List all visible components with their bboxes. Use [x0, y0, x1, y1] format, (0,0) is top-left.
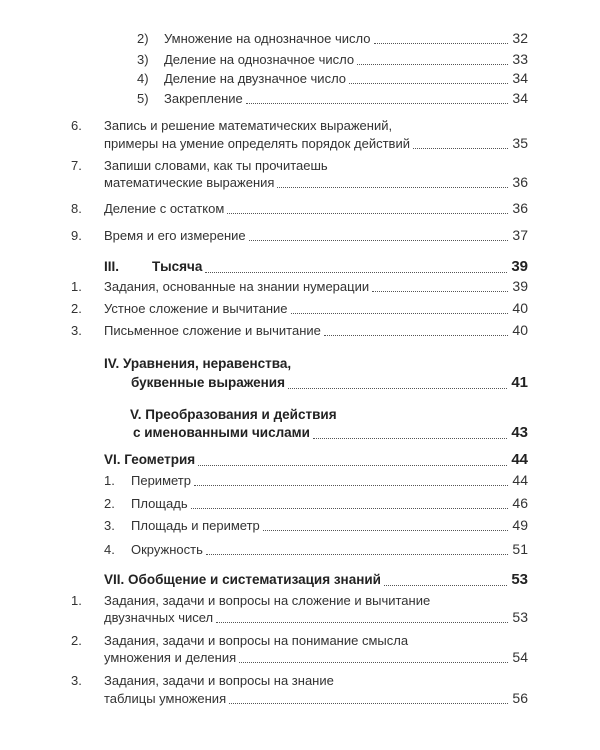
entry-line: [164, 51, 528, 68]
entry-page: 40: [512, 322, 528, 338]
section-title-line1: V. Преобразования и действия: [130, 407, 337, 422]
entry-number: 3): [137, 52, 149, 67]
entry-number: 4): [137, 71, 149, 86]
dot-leader: [249, 240, 509, 241]
entry-line: [104, 571, 528, 589]
entry-title-line1: Запись и решение математических выражений,: [104, 118, 393, 133]
entry-title: Задания, основанные на знании нумерации: [104, 279, 370, 294]
entry-page: 32: [512, 30, 528, 46]
entry-line: [104, 451, 528, 469]
dot-leader: [229, 703, 508, 704]
entry-page: 39: [511, 258, 528, 275]
entry-page: 34: [512, 70, 528, 86]
entry-page: 35: [512, 135, 528, 151]
entry-number: 3.: [104, 518, 115, 533]
entry-number: 4.: [104, 542, 115, 557]
section-title-line2: буквенные выражения: [131, 375, 285, 390]
entry-line: [131, 472, 528, 489]
entry-line: [104, 632, 408, 649]
entry-line: [133, 424, 528, 442]
entry-title: Письменное сложение и вычитание: [104, 323, 321, 338]
entry-line: [104, 690, 528, 707]
entry-title-line2: таблицы умножения: [104, 691, 227, 706]
entry-number: 1.: [71, 593, 82, 608]
entry-line: [164, 70, 528, 87]
entry-number: 7.: [71, 158, 82, 173]
section-number: III.: [104, 259, 120, 274]
entry-line: [131, 374, 528, 392]
entry-page: 41: [511, 374, 528, 391]
section-title-line2: с именованными числами: [133, 425, 310, 440]
dot-leader: [277, 187, 508, 188]
entry-number: 8.: [71, 201, 82, 216]
section-title: VI. Геометрия: [104, 452, 196, 467]
entry-title: Деление с остатком: [104, 201, 225, 216]
dot-leader: [313, 438, 507, 439]
entry-title-line2: умножения и деления: [104, 650, 237, 665]
entry-number: 5): [137, 91, 149, 106]
entry-number: 9.: [71, 228, 82, 243]
dot-leader: [239, 662, 508, 663]
entry-title-line2: двузначных чисел: [104, 610, 214, 625]
entry-page: 53: [512, 609, 528, 625]
entry-title: Устное сложение и вычитание: [104, 301, 288, 316]
entry-page: 46: [512, 495, 528, 511]
entry-page: 39: [512, 278, 528, 294]
entry-page: 36: [512, 200, 528, 216]
entry-number: 2.: [104, 496, 115, 511]
entry-title: Периметр: [131, 473, 191, 488]
dot-leader: [324, 335, 509, 336]
entry-title-line1: Задания, задачи и вопросы на знание: [104, 673, 334, 688]
entry-line: [104, 300, 528, 317]
entry-title-line1: Задания, задачи и вопросы на сложение и вычитание: [104, 593, 431, 608]
entry-number: 2.: [71, 633, 82, 648]
entry-title: Площадь и периметр: [131, 518, 260, 533]
entry-line: [104, 609, 528, 626]
entry-line: [131, 495, 528, 512]
entry-page: 36: [512, 174, 528, 190]
dot-leader: [413, 148, 508, 149]
entry-line: [104, 227, 528, 244]
entry-page: 49: [512, 517, 528, 533]
dot-leader: [205, 272, 507, 273]
dot-leader: [191, 508, 509, 509]
entry-number: 6.: [71, 118, 82, 133]
entry-number: 1.: [104, 473, 115, 488]
entry-title: Окружность: [131, 542, 203, 557]
entry-number: 3.: [71, 673, 82, 688]
entry-line: [104, 592, 430, 609]
entry-number: 2.: [71, 301, 82, 316]
entry-title-line1: Запиши словами, как ты прочитаешь: [104, 158, 328, 173]
entry-line: [104, 174, 528, 191]
entry-number: 2): [137, 31, 149, 46]
entry-line: [104, 322, 528, 339]
entry-page: 40: [512, 300, 528, 316]
entry-line: [131, 541, 528, 558]
entry-title: Деление на однозначное число: [164, 52, 355, 67]
section-title: Тысяча: [152, 259, 203, 274]
dot-leader: [198, 465, 507, 466]
dot-leader: [357, 64, 508, 65]
dot-leader: [263, 530, 509, 531]
entry-line: [104, 117, 392, 134]
entry-title-line1: Задания, задачи и вопросы на понимание смысла: [104, 633, 409, 648]
entry-title: Время и его измерение: [104, 228, 246, 243]
section-title: VII. Обобщение и систематизация знаний: [104, 572, 381, 587]
entry-title-line2: математические выражения: [104, 175, 275, 190]
entry-line: [104, 672, 334, 689]
entry-line: [104, 355, 291, 373]
dot-leader: [206, 554, 509, 555]
entry-title: Деление на двузначное число: [164, 71, 347, 86]
section-title-line1: IV. Уравнения, неравенства,: [104, 356, 292, 371]
entry-line: [164, 90, 528, 107]
entry-title: Закрепление: [164, 91, 243, 106]
entry-line: [104, 649, 528, 666]
entry-line: [152, 258, 528, 276]
entry-title: Площадь: [131, 496, 188, 511]
entry-page: 56: [512, 690, 528, 706]
entry-page: 43: [511, 424, 528, 441]
dot-leader: [349, 83, 508, 84]
entry-line: [164, 30, 528, 47]
entry-title-line2: примеры на умение определять порядок действий: [104, 136, 410, 151]
entry-page: 54: [512, 649, 528, 665]
dot-leader: [216, 622, 508, 623]
entry-line: [104, 157, 328, 174]
dot-leader: [227, 213, 508, 214]
entry-line: [104, 135, 528, 152]
dot-leader: [374, 43, 509, 44]
entry-page: 53: [511, 571, 528, 588]
dot-leader: [291, 313, 509, 314]
entry-page: 33: [512, 51, 528, 67]
entry-page: 37: [512, 227, 528, 243]
dot-leader: [194, 485, 508, 486]
dot-leader: [372, 291, 508, 292]
entry-page: 51: [512, 541, 528, 557]
entry-number: 1.: [71, 279, 82, 294]
dot-leader: [246, 103, 509, 104]
dot-leader: [288, 388, 507, 389]
entry-page: 44: [511, 451, 528, 468]
entry-line: [131, 517, 528, 534]
entry-page: 34: [512, 90, 528, 106]
dot-leader: [384, 585, 507, 586]
entry-page: 44: [512, 472, 528, 488]
entry-title: Умножение на однозначное число: [164, 31, 371, 46]
entry-line: [104, 200, 528, 217]
entry-number: 3.: [71, 323, 82, 338]
entry-line: [130, 406, 337, 424]
entry-line: [104, 278, 528, 295]
